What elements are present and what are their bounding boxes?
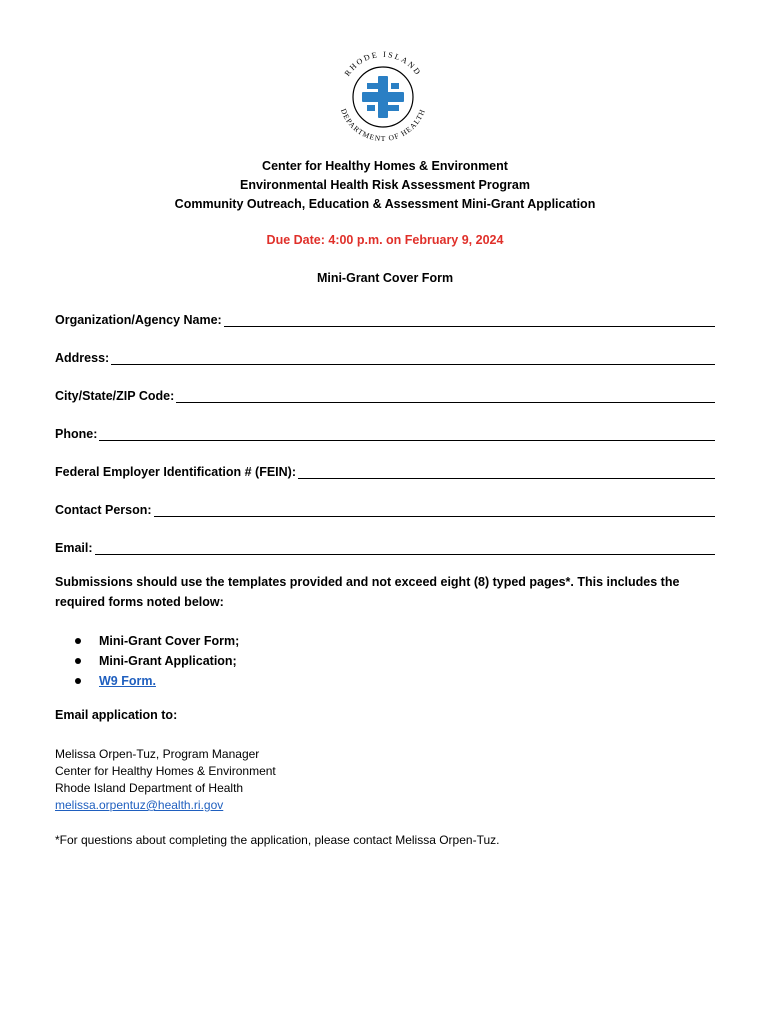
list-item[interactable] bbox=[75, 671, 239, 691]
fill-line[interactable] bbox=[154, 502, 715, 517]
due-date: Due Date: 4:00 p.m. on February 9, 2024 bbox=[266, 233, 504, 247]
organization-name-field[interactable] bbox=[55, 309, 715, 327]
fill-line[interactable] bbox=[298, 464, 715, 479]
submission-instructions: Submissions should use the templates provided and not exceed eight (8) typed pages*. This includes the required forms noted below: bbox=[55, 575, 680, 609]
field-label: City/State/ZIP Code: bbox=[55, 389, 175, 403]
field-label: Email: bbox=[55, 541, 93, 555]
fill-line[interactable] bbox=[95, 540, 715, 555]
field-label: Phone: bbox=[55, 427, 98, 441]
list-item-label: Mini-Grant Application; bbox=[99, 654, 237, 668]
list-item bbox=[75, 631, 239, 651]
list-item-label: Mini-Grant Cover Form; bbox=[99, 634, 240, 648]
contact-email-link[interactable]: melissa.orpentuz@health.ri.gov bbox=[55, 798, 224, 812]
fill-line[interactable] bbox=[176, 388, 715, 403]
field-label: Address: bbox=[55, 351, 110, 365]
fein-field[interactable] bbox=[55, 461, 715, 479]
bullet-icon bbox=[75, 678, 81, 684]
field-label: Federal Employer Identification # (FEIN): bbox=[55, 465, 297, 479]
email-field[interactable] bbox=[55, 537, 715, 555]
contact-person-field[interactable] bbox=[55, 499, 715, 517]
fill-line[interactable] bbox=[111, 350, 715, 365]
address-field[interactable] bbox=[55, 347, 715, 365]
contact-block bbox=[55, 746, 276, 814]
contact-department: Rhode Island Department of Health bbox=[55, 781, 244, 795]
contact-name: Melissa Orpen-Tuz, Program Manager bbox=[55, 747, 260, 761]
list-item bbox=[75, 651, 239, 671]
required-forms-list bbox=[75, 631, 239, 691]
svg-text:DEPARTMENT OF HEALTH: DEPARTMENT OF HEALTH bbox=[338, 107, 428, 144]
w9-form-link[interactable]: W9 Form. bbox=[99, 674, 156, 688]
fill-line[interactable] bbox=[224, 312, 715, 327]
ri-health-seal-logo bbox=[325, 50, 441, 144]
fill-line[interactable] bbox=[99, 426, 715, 441]
field-label: Contact Person: bbox=[55, 503, 152, 517]
svg-text:RHODE ISLAND: RHODE ISLAND bbox=[342, 50, 424, 78]
field-label: Organization/Agency Name: bbox=[55, 313, 222, 327]
header-program-name: Environmental Health Risk Assessment Program bbox=[240, 178, 530, 192]
phone-field[interactable] bbox=[55, 423, 715, 441]
form-title: Mini-Grant Cover Form bbox=[316, 271, 454, 285]
bullet-icon bbox=[75, 658, 81, 664]
contact-center: Center for Healthy Homes & Environment bbox=[55, 764, 276, 778]
header-application-title: Community Outreach, Education & Assessment Mini-Grant Application bbox=[174, 197, 596, 211]
city-state-zip-field[interactable] bbox=[55, 385, 715, 403]
header-center-name: Center for Healthy Homes & Environment bbox=[262, 159, 508, 173]
footnote: *For questions about completing the application, please contact Melissa Orpen-Tuz. bbox=[55, 833, 500, 847]
email-heading: Email application to: bbox=[55, 708, 178, 722]
bullet-icon bbox=[75, 638, 81, 644]
